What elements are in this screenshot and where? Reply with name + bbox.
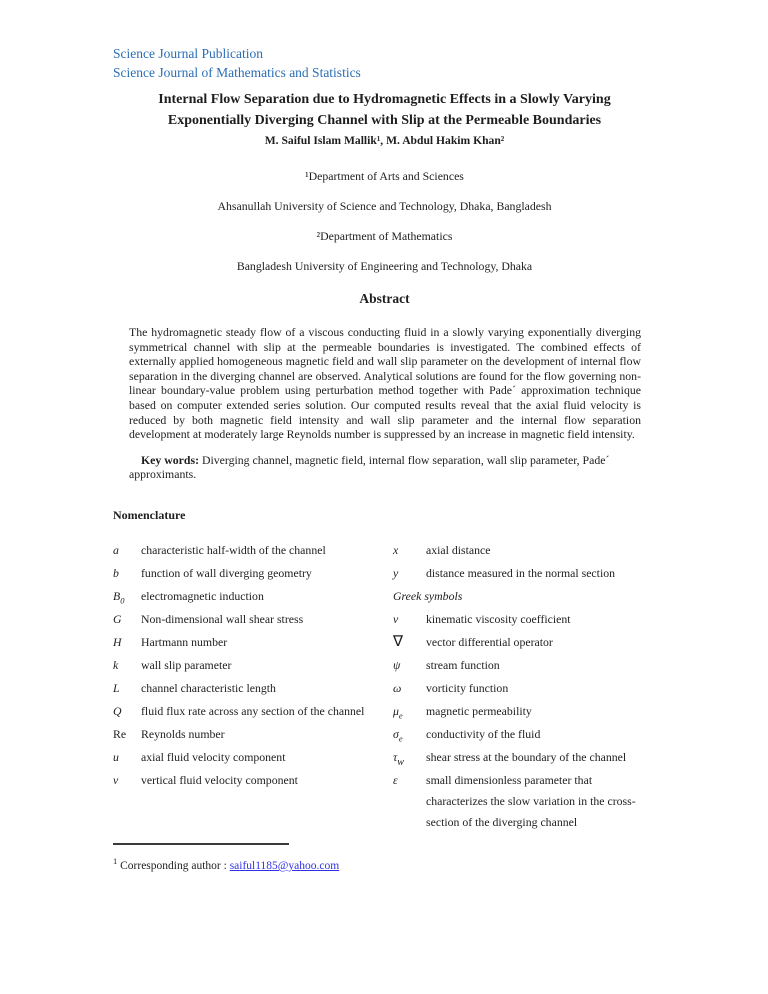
footnote-text: Corresponding author : [120, 859, 230, 872]
abstract-text: The hydromagnetic steady flow of a viscous conducting fluid in a slowly varying exponentially diverging symmetrical channel with slip at the permeable boundaries is investigated. The combined effects of externally applied homogeneous magnetic field and wall slip parameter on the development of internal flow separation in the diverging channel are observed. Analytical solutions are found for the flow governing non-linear boundary-value problem using perturbation method together with Pade´ approximation technique based on computer extended series solution. Our computed results reveal that the axial fluid velocity is reduced by both magnetic field intensity and wall slip parameter and the internal flow separation development at moderately large Reynolds number is suppressed by an increase in magnetic field intensity. [129, 325, 641, 442]
keywords-text: Diverging channel, magnetic field, internal flow separation, wall slip parameter, Pade´ approximants. [129, 452, 610, 482]
definition: Reynolds number [141, 727, 225, 741]
nomenclature-row [113, 678, 656, 699]
symbol: v [113, 773, 119, 787]
nomenclature-row [113, 655, 656, 676]
footnote-marker: 1 [113, 856, 118, 866]
definition: vertical fluid velocity component [141, 773, 298, 787]
symbol: $\mu_e$ [393, 704, 403, 721]
symbol: $B_0$ [113, 589, 125, 606]
symbol: Q [113, 704, 122, 718]
symbol: k [113, 658, 119, 672]
symbol: H [113, 635, 122, 649]
nomenclature-row [113, 632, 656, 653]
definition: kinematic viscosity coefficient [426, 612, 571, 626]
definition: magnetic permeability [426, 704, 532, 718]
abstract-heading: Abstract [359, 291, 410, 306]
symbol: a [113, 543, 119, 557]
symbol: x [393, 543, 399, 557]
definition: axial distance [426, 543, 491, 557]
affiliation-line: Ahsanullah University of Science and Technology, Dhaka, Bangladesh [217, 199, 552, 213]
definition: distance measured in the normal section [426, 566, 616, 580]
definition: Non-dimensional wall shear stress [141, 612, 304, 626]
symbol: ψ [393, 658, 401, 672]
definition: characteristic half-width of the channel [141, 543, 326, 557]
keywords [129, 453, 641, 482]
symbol: Re [113, 727, 127, 741]
journal-publisher: Science Journal Publication [113, 46, 263, 61]
symbol-subscript: 0 [120, 595, 125, 606]
nabla-symbol: ∇ [393, 634, 404, 650]
footnote [113, 856, 533, 872]
affiliation-line: ¹Department of Arts and Sciences [305, 169, 464, 183]
symbol-subscript: w [397, 757, 404, 768]
definition: stream function [426, 658, 500, 672]
symbol: u [113, 750, 119, 764]
nomenclature-row [113, 724, 656, 745]
definition: conductivity of the fluid [426, 727, 541, 741]
affiliation-line: ²Department of Mathematics [316, 229, 453, 243]
email-link[interactable]: saiful1185@yahoo.com [229, 859, 340, 872]
journal-name: Science Journal of Mathematics and Statistics [113, 65, 361, 80]
nomenclature-list [113, 540, 656, 835]
definition: vector differential operator [426, 635, 553, 649]
paper-title-line1: Internal Flow Separation due to Hydromagnetic Effects in a Slowly Varying [158, 92, 611, 107]
paper-title [113, 89, 656, 131]
symbol: $\tau_w$ [393, 750, 404, 768]
definition: electromagnetic induction [141, 589, 264, 603]
symbol: L [113, 681, 120, 695]
nomenclature-row [113, 770, 656, 833]
definition: vorticity function [426, 681, 509, 695]
authors-line: M. Saiful Islam Mallik¹, M. Abdul Hakim Khan² [264, 134, 505, 147]
symbol-subscript: e [398, 710, 403, 721]
definition: axial fluid velocity component [141, 750, 286, 764]
affiliation-line: Bangladesh University of Engineering and Technology, Dhaka [236, 259, 533, 273]
definition: small dimensionless parameter that characterizes the slow variation in the cross-section of the diverging channel [426, 773, 636, 829]
greek-symbols-header: Greek symbols [393, 589, 463, 603]
definition: shear stress at the boundary of the channel [426, 750, 627, 764]
footnote-area [113, 843, 533, 872]
symbol-subscript: e [398, 733, 403, 744]
nomenclature-row [113, 586, 656, 607]
definition: fluid flux rate across any section of the channel [141, 704, 365, 718]
nomenclature-row [113, 609, 656, 630]
definition: wall slip parameter [141, 658, 232, 672]
nomenclature-row [113, 701, 656, 722]
nomenclature-heading: Nomenclature [113, 508, 186, 522]
symbol: y [393, 566, 399, 580]
nomenclature-row [113, 563, 656, 584]
definition: channel characteristic length [141, 681, 276, 695]
definition: function of wall diverging geometry [141, 566, 312, 580]
symbol: b [113, 566, 119, 580]
journal-header [113, 44, 361, 82]
symbol: ω [393, 681, 402, 695]
symbol: ε [393, 773, 398, 787]
keywords-label: Key words: [141, 452, 199, 467]
definition: Hartmann number [141, 635, 228, 649]
affiliations [113, 169, 656, 289]
footnote-divider [113, 843, 289, 845]
symbol: G [113, 612, 122, 626]
abstract-block [129, 325, 641, 482]
symbol: $\sigma_e$ [393, 727, 403, 744]
nomenclature-row [113, 540, 656, 561]
symbol: ν [393, 612, 399, 626]
paper-title-line2: Exponentially Diverging Channel with Slip at the Permeable Boundaries [167, 113, 602, 128]
nomenclature-row [113, 747, 656, 768]
